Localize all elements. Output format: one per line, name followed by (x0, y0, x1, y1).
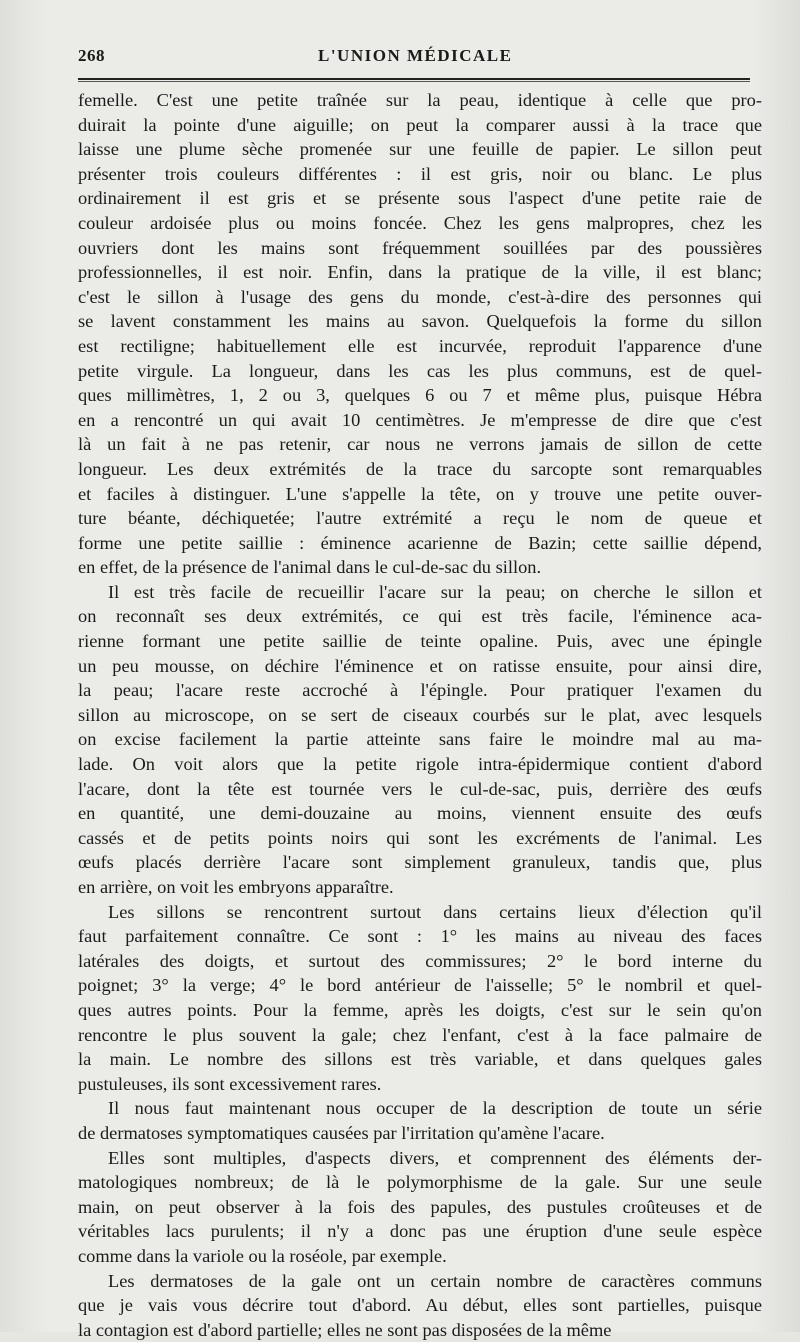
text-line: en arrière, on voit les embryons apparaître. (78, 875, 762, 900)
text-line: Les dermatoses de la gale ont un certain nombre de caractères communs (78, 1269, 762, 1294)
text-line: en effet, de la présence de l'animal dans le cul-de-sac du sillon. (78, 555, 762, 580)
text-line: forme une petite saillie : éminence acarienne de Bazin; cette saillie dépend, (78, 531, 762, 556)
text-line: on reconnaît ses deux extrémités, ce qui est très facile, l'éminence aca- (78, 604, 762, 629)
running-title: L'UNION MÉDICALE (318, 46, 513, 66)
text-line: femelle. C'est une petite traînée sur la peau, identique à celle que pro- (78, 88, 762, 113)
text-line: de dermatoses symptomatiques causées par l'irritation qu'amène l'acare. (78, 1121, 762, 1146)
text-line: l'acare, dont la tête est tournée vers le cul-de-sac, puis, derrière des œufs (78, 777, 762, 802)
text-line: Il est très facile de recueillir l'acare sur la peau; on cherche le sillon et (78, 580, 762, 605)
text-line: ques autres points. Pour la femme, après les doigts, c'est sur le sein qu'on (78, 998, 762, 1023)
text-line: est rectiligne; habituellement elle est incurvée, reproduit l'apparence d'une (78, 334, 762, 359)
text-line: un peu mousse, on déchire l'éminence et on ratisse ensuite, pour ainsi dire, (78, 654, 762, 679)
text-line: longueur. Les deux extrémités de la trace du sarcopte sont remarquables (78, 457, 762, 482)
text-line: ouvriers dont les mains sont fréquemment souillées par des poussières (78, 236, 762, 261)
text-line: faut parfaitement connaître. Ce sont : 1° les mains au niveau des faces (78, 924, 762, 949)
text-line: comme dans la variole ou la roséole, par exemple. (78, 1244, 762, 1269)
text-line: la peau; l'acare reste accroché à l'épingle. Pour pratiquer l'examen du (78, 678, 762, 703)
text-line: rencontre le plus souvent la gale; chez l'enfant, c'est à la face palmaire de (78, 1023, 762, 1048)
text-line: laisse une plume sèche promenée sur une feuille de papier. Le sillon peut (78, 137, 762, 162)
header-rule-thin (78, 81, 750, 82)
text-line: que je vais vous décrire tout d'abord. Au début, elles sont partielles, puisque (78, 1293, 762, 1318)
page-number: 268 (78, 46, 105, 66)
header-rule (78, 78, 750, 80)
text-line: la contagion est d'abord partielle; elles ne sont pas disposées de la même (78, 1318, 762, 1342)
text-line: Il nous faut maintenant nous occuper de la description de toute un série (78, 1096, 762, 1121)
text-line: se lavent constamment les mains au savon. Quelquefois la forme du sillon (78, 309, 762, 334)
text-line: cassés et de petits points noirs qui sont les excréments de l'animal. Les (78, 826, 762, 851)
text-line: pustuleuses, ils sont excessivement rares. (78, 1072, 762, 1097)
text-line: petite virgule. La longueur, dans les cas les plus communs, est de quel- (78, 359, 762, 384)
text-line: couleur ardoisée plus ou moins foncée. Chez les gens malpropres, chez les (78, 211, 762, 236)
paragraph (78, 1146, 762, 1269)
text-line: en quantité, une demi-douzaine au moins, viennent ensuite des œufs (78, 801, 762, 826)
text-line: en a rencontré un qui avait 10 centimètres. Je m'empresse de dire que c'est (78, 408, 762, 433)
paragraph (78, 1096, 762, 1145)
text-line: rienne formant une petite saillie de teinte opaline. Puis, avec une épingle (78, 629, 762, 654)
text-line: on excise facilement la partie atteinte sans faire le moindre mal au ma- (78, 727, 762, 752)
text-line: duirait la pointe d'une aiguille; on peut la comparer aussi à la trace que (78, 113, 762, 138)
text-line: lade. On voit alors que la petite rigole intra-épidermique contient d'abord (78, 752, 762, 777)
text-line: matologiques nombreux; de là le polymorphisme de la gale. Sur une seule (78, 1170, 762, 1195)
text-line: ordinairement il est gris et se présente sous l'aspect d'une petite raie de (78, 186, 762, 211)
text-line: c'est le sillon à l'usage des gens du monde, c'est-à-dire des personnes qui (78, 285, 762, 310)
paragraph (78, 900, 762, 1097)
text-line: véritables lacs purulents; il n'y a donc pas une éruption d'une seule espèce (78, 1219, 762, 1244)
text-line: la main. Le nombre des sillons est très variable, et dans quelques gales (78, 1047, 762, 1072)
text-line: présenter trois couleurs différentes : il est gris, noir ou blanc. Le plus (78, 162, 762, 187)
body-text (78, 88, 762, 1342)
text-line: sillon au microscope, on se sert de ciseaux courbés sur le plat, avec lesquels (78, 703, 762, 728)
text-line: main, on peut observer à la fois des papules, des pustules croûteuses et de (78, 1195, 762, 1220)
paragraph (78, 88, 762, 580)
text-line: professionnelles, il est noir. Enfin, dans la pratique de la ville, il est blanc; (78, 260, 762, 285)
text-line: latérales des doigts, et surtout des commissures; 2° le bord interne du (78, 949, 762, 974)
paragraph (78, 580, 762, 900)
text-line: œufs placés derrière l'acare sont simplement granuleux, tandis que, plus (78, 850, 762, 875)
text-line: là un fait à ne pas retenir, car nous ne verrons jamais de sillon de cette (78, 432, 762, 457)
page-header (78, 44, 758, 74)
text-line: Les sillons se rencontrent surtout dans certains lieux d'élection qu'il (78, 900, 762, 925)
text-line: ques millimètres, 1, 2 ou 3, quelques 6 ou 7 et même plus, puisque Hébra (78, 383, 762, 408)
text-line: poignet; 3° la verge; 4° le bord antérieur de l'aisselle; 5° le nombril et quel- (78, 973, 762, 998)
text-line: Elles sont multiples, d'aspects divers, et comprennent des éléments der- (78, 1146, 762, 1171)
text-line: et faciles à distinguer. L'une s'appelle la tête, on y trouve une petite ouver- (78, 482, 762, 507)
paragraph (78, 1269, 762, 1342)
text-line: ture béante, déchiquetée; l'autre extrémité a reçu le nom de queue et (78, 506, 762, 531)
